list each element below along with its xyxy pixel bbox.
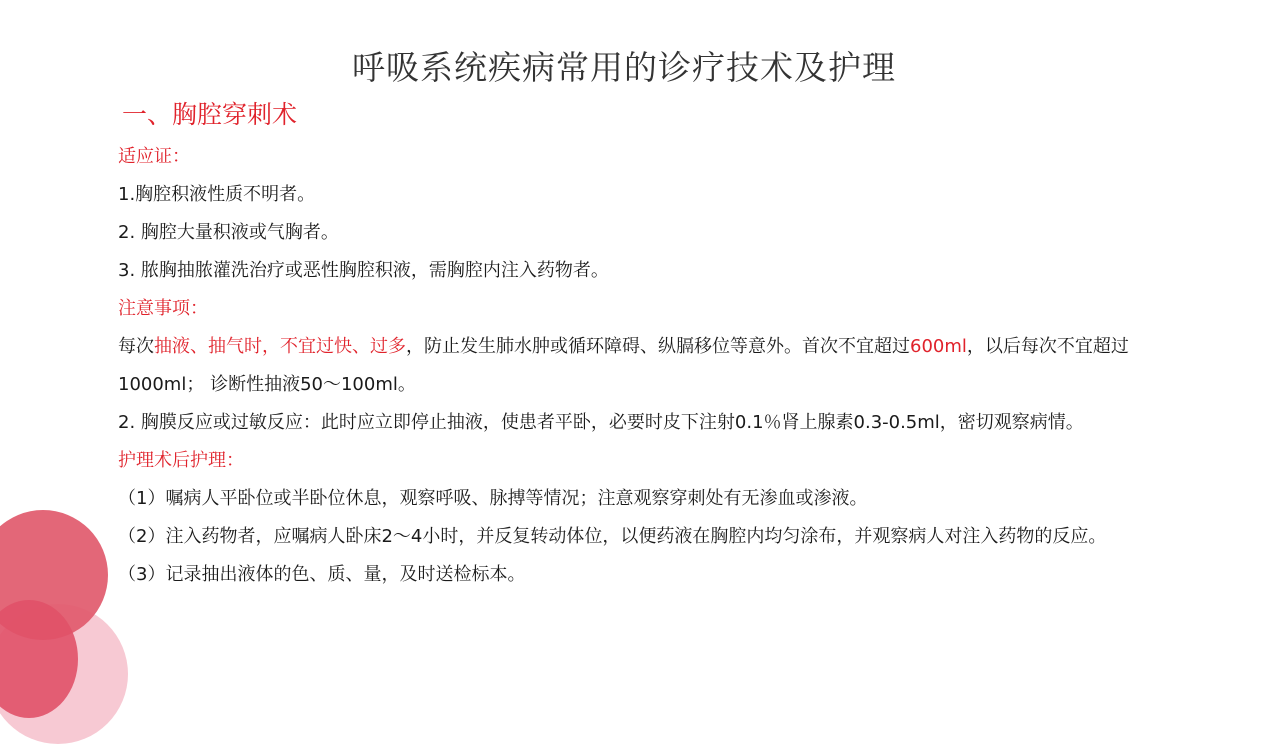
postcare-item: （2）注入药物者，应嘱病人卧床2～4小时，并反复转动体位，以便药液在胸腔内均匀涂布，并观察病人对注入药物的反应。 [118, 526, 1107, 547]
precaution-highlight-volume: 600ml [910, 336, 967, 357]
slide-title: 呼吸系统疾病常用的诊疗技术及护理 [352, 48, 896, 87]
section-heading: 一、胸腔穿刺术 [122, 100, 298, 129]
indications-heading: 适应证： [118, 146, 190, 167]
precaution-text: ，以后每次不宜超过1000ml； 诊断性抽液50～100ml。 [118, 336, 1129, 395]
postcare-item: （1）嘱病人平卧位或半卧位休息，观察呼吸、脉搏等情况；注意观察穿刺处有无渗血或渗液。 [118, 488, 868, 509]
postcare-heading: 护理术后护理： [118, 450, 244, 471]
indication-item: 2. 胸腔大量积液或气胸者。 [118, 222, 339, 243]
precaution-text: 每次 [118, 336, 154, 357]
precaution-item-1 [118, 328, 1198, 404]
indication-item: 3. 脓胸抽脓灌洗治疗或恶性胸腔积液，需胸腔内注入药物者。 [118, 260, 609, 281]
precautions-heading: 注意事项： [118, 298, 208, 319]
indication-item: 1.胸腔积液性质不明者。 [118, 184, 316, 205]
precaution-item-2: 2. 胸膜反应或过敏反应：此时应立即停止抽液，使患者平卧，必要时皮下注射0.1％肾上腺素0.3-0.5ml，密切观察病情。 [118, 412, 1084, 433]
precaution-text: ，防止发生肺水肿或循环障碍、纵膈移位等意外。首次不宜超过 [406, 336, 910, 357]
precaution-highlight: 抽液、抽气时，不宜过快、过多 [154, 336, 406, 357]
postcare-item: （3）记录抽出液体的色、质、量，及时送检标本。 [118, 564, 526, 585]
slide-content [118, 138, 1198, 594]
